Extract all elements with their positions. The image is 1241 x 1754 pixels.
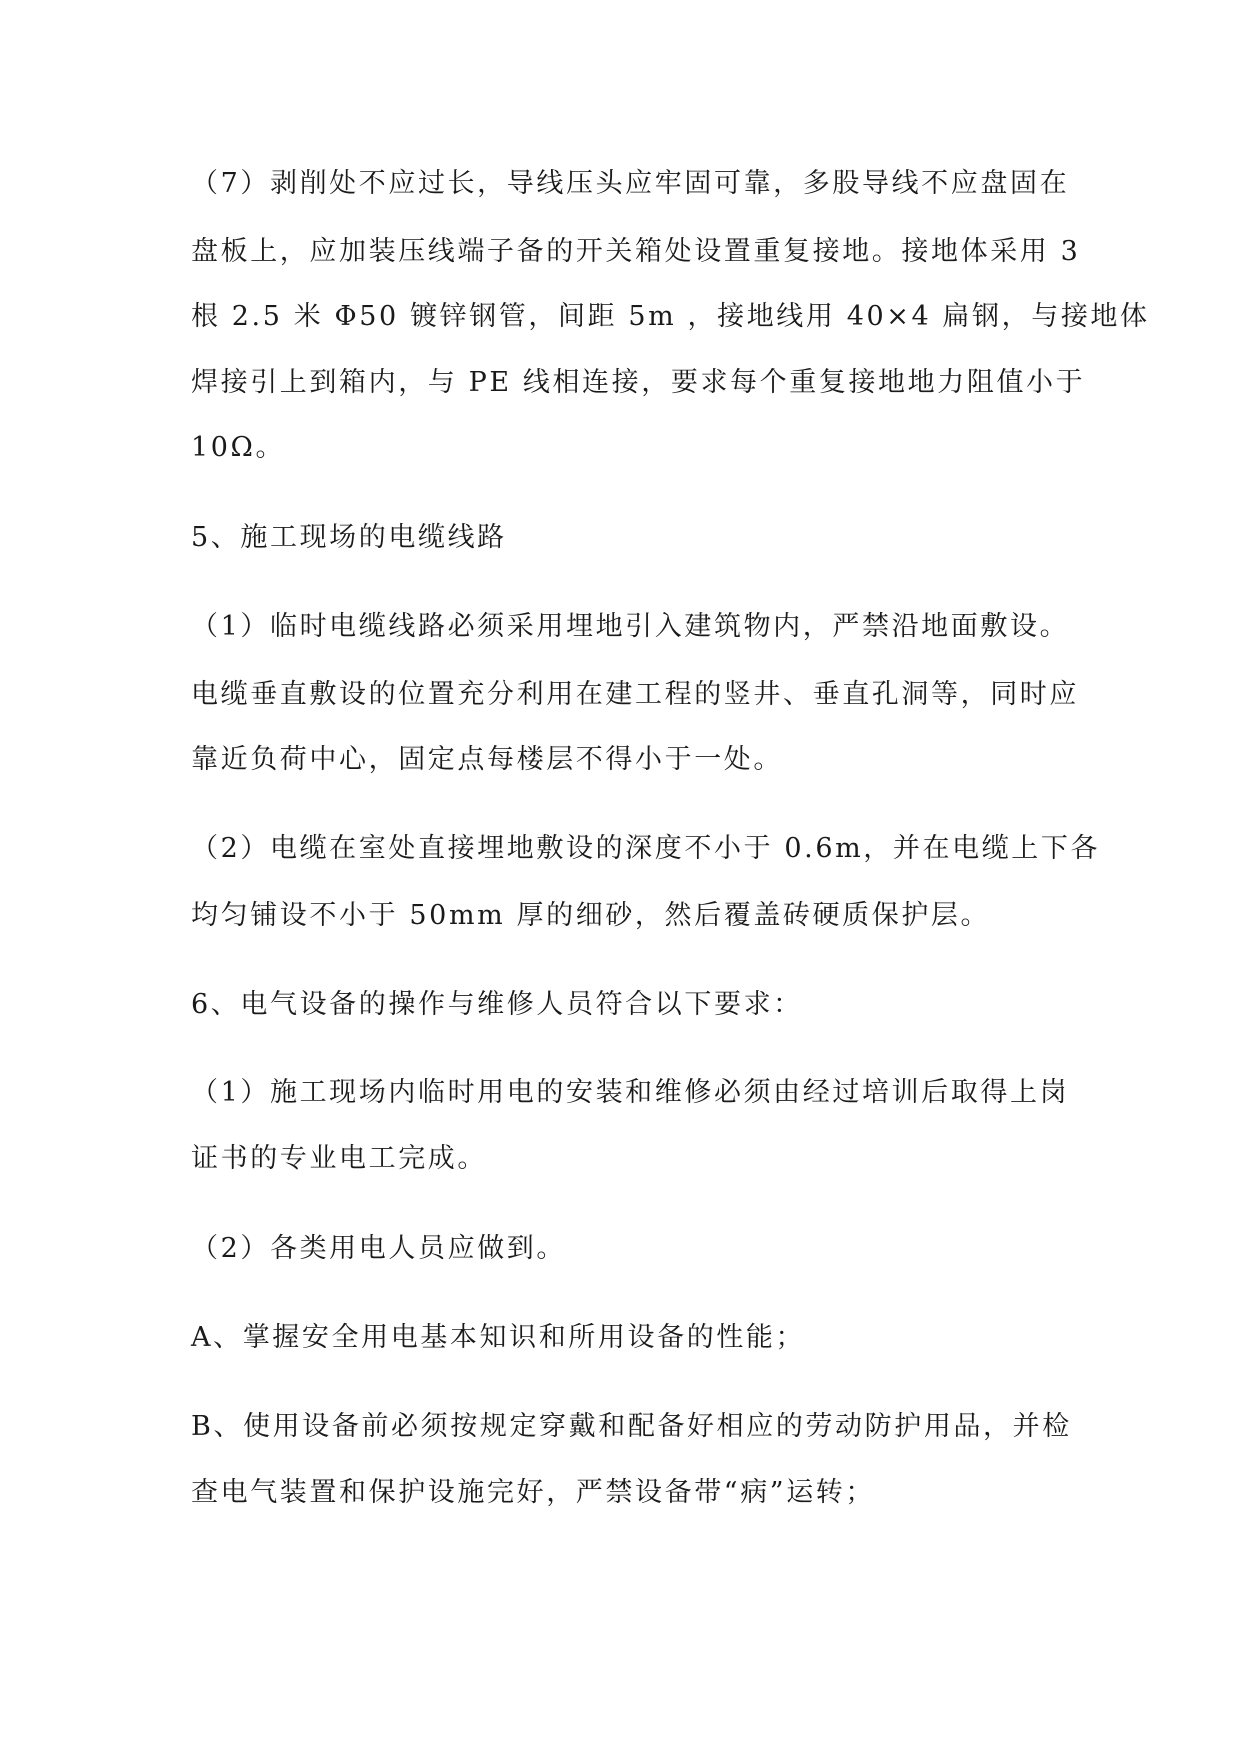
section-heading: 6、电气设备的操作与维修人员符合以下要求：: [191, 989, 803, 1020]
text-line: （2）电缆在室处直接埋地敷设的深度不小于 0.6m，并在电缆上下各: [191, 833, 1101, 864]
text-line: （1）临时电缆线路必须采用埋地引入建筑物内，严禁沿地面敷设。: [191, 611, 1070, 642]
text-line: （2）各类用电人员应做到。: [191, 1233, 566, 1264]
text-line: 10Ω。: [191, 432, 286, 463]
text-line: 查电气装置和保护设施完好，严禁设备带“病”运转；: [191, 1477, 876, 1508]
text-line: （1）施工现场内临时用电的安装和维修必须由经过培训后取得上岗: [191, 1077, 1070, 1108]
text-line: 根 2.5 米 Φ50 镀锌钢管，间距 5m ，接地线用 40×4 扁钢，与接地体: [191, 301, 1150, 332]
text-line: 靠近负荷中心，固定点每楼层不得小于一处。: [191, 744, 783, 775]
text-line: 均匀铺设不小于 50mm 厚的细砂，然后覆盖砖硬质保护层。: [191, 900, 991, 931]
text-line: A、掌握安全用电基本知识和所用设备的性能；: [191, 1322, 806, 1353]
section-heading: 5、施工现场的电缆线路: [191, 522, 507, 553]
text-line: B、使用设备前必须按规定穿戴和配备好相应的劳动防护用品，并检: [191, 1411, 1072, 1442]
text-line: 电缆垂直敷设的位置充分利用在建工程的竖井、垂直孔洞等，同时应: [191, 679, 1079, 710]
text-line: 证书的专业电工完成。: [191, 1143, 487, 1174]
text-line: 盘板上，应加装压线端子备的开关箱处设置重复接地。接地体采用 3: [191, 236, 1081, 267]
text-line: （7）剥削处不应过长，导线压头应牢固可靠，多股导线不应盘固在: [191, 168, 1070, 199]
text-line: 焊接引上到箱内，与 PE 线相连接，要求每个重复接地地力阻值小于: [191, 367, 1086, 398]
